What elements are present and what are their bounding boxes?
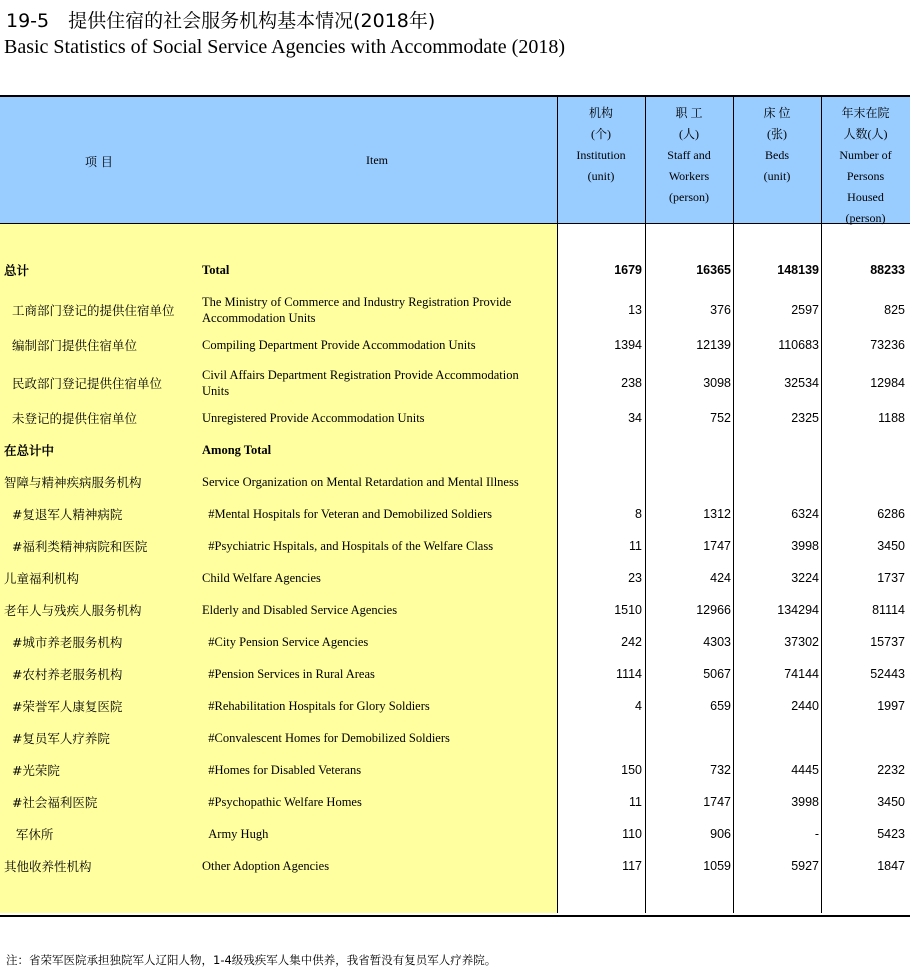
cell-beds: 74144 <box>784 667 819 681</box>
cell-beds: 3224 <box>791 571 819 585</box>
cell-institution: 8 <box>635 507 642 521</box>
row-label-cn: #复员军人疗养院 <box>4 731 110 746</box>
cell-persons: 3450 <box>877 795 905 809</box>
header-line: Beds <box>765 148 789 162</box>
row-label-en: Compiling Department Provide Accommodation Units <box>202 338 476 352</box>
header-line: Workers <box>668 169 710 183</box>
cell-staff: 424 <box>710 571 731 585</box>
cell-beds: 3998 <box>791 539 819 553</box>
table-body <box>0 224 910 915</box>
table-row <box>0 403 910 433</box>
row-label-cn: 其他收养性机构 <box>4 859 92 874</box>
cell-beds: 5927 <box>791 859 819 873</box>
header-line: Number of <box>839 148 892 162</box>
table-row <box>0 467 910 497</box>
cell-staff: 1747 <box>703 539 731 553</box>
row-label-cn: #福利类精神病院和医院 <box>4 539 148 554</box>
header-line: Staff and <box>667 148 711 162</box>
table-row <box>0 595 910 625</box>
table-row <box>0 691 910 721</box>
cell-staff: 1747 <box>703 795 731 809</box>
header-line: 机构 <box>588 106 613 120</box>
row-label-cn: 儿童福利机构 <box>4 571 80 586</box>
footnote: 注：省荣军医院承担独院军人辽阳人物，1-4级残疾军人集中供养，我省暂没有复员军人疗养院。 <box>6 953 497 967</box>
header-col-beds <box>733 97 822 223</box>
row-label-cn: #复退军人精神病院 <box>4 507 123 522</box>
table-row <box>0 531 910 561</box>
header-line: Housed <box>847 190 884 204</box>
row-label-cn: 民政部门登记提供住宿单位 <box>4 376 162 391</box>
cell-beds: 6324 <box>791 507 819 521</box>
header-line: (unit) <box>587 169 615 183</box>
row-label-en: Total <box>202 263 230 277</box>
cell-institution: 242 <box>621 635 642 649</box>
cell-beds: 3998 <box>791 795 819 809</box>
cell-persons: 1737 <box>877 571 905 585</box>
cell-persons: 2232 <box>877 763 905 777</box>
header-line: (个) <box>591 127 611 141</box>
cell-beds: 134294 <box>777 603 819 617</box>
table-row <box>0 787 910 817</box>
cell-persons: 825 <box>884 303 905 317</box>
header-line: (张) <box>767 127 787 141</box>
header-line: (person) <box>669 190 709 204</box>
table-row <box>0 627 910 657</box>
table-row <box>0 330 910 360</box>
cell-institution: 34 <box>628 411 642 425</box>
table-row <box>0 659 910 689</box>
row-label-en: Unregistered Provide Accommodation Units <box>202 411 425 425</box>
cell-institution: 117 <box>622 859 642 873</box>
cell-staff: 659 <box>710 699 731 713</box>
table-row <box>0 293 910 327</box>
row-label-cn: #社会福利医院 <box>4 795 98 810</box>
cell-institution: 1114 <box>616 667 642 681</box>
cell-persons: 73236 <box>870 338 905 352</box>
table-row <box>0 499 910 529</box>
header-line: 年末在院 <box>841 106 890 120</box>
page-title-cn: 19-5 提供住宿的社会服务机构基本情况(2018年) <box>6 10 436 32</box>
table-row <box>0 563 910 593</box>
cell-persons: 15737 <box>870 635 905 649</box>
cell-staff: 732 <box>710 763 731 777</box>
row-label-en: Child Welfare Agencies <box>202 571 321 585</box>
header-line: (person) <box>845 211 886 225</box>
cell-beds: 110683 <box>778 338 819 352</box>
table-row <box>0 851 910 881</box>
row-label-en: Civil Affairs Department Registration Provide Accommodation Units <box>202 368 522 398</box>
cell-persons: 5423 <box>877 827 905 841</box>
cell-beds: - <box>814 827 819 841</box>
row-label-en: Elderly and Disabled Service Agencies <box>202 603 398 617</box>
cell-institution: 11 <box>629 795 642 809</box>
row-label-en: #Rehabilitation Hospitals for Glory Soldiers <box>202 699 430 713</box>
header-col-institution <box>557 97 646 223</box>
cell-staff: 906 <box>710 827 731 841</box>
cell-beds: 148139 <box>777 263 819 277</box>
row-label-en: #Convalescent Homes for Demobilized Soldiers <box>202 731 450 745</box>
cell-institution: 23 <box>628 571 642 585</box>
row-label-cn: 编制部门提供住宿单位 <box>4 338 137 353</box>
header-item-cn: 项 目 <box>85 155 113 169</box>
cell-beds: 32534 <box>784 376 819 390</box>
header-line: 床 位 <box>763 106 791 120</box>
cell-persons: 88233 <box>870 263 905 277</box>
cell-staff: 376 <box>710 303 731 317</box>
cell-institution: 110 <box>622 827 642 841</box>
header-line: Persons <box>846 169 885 183</box>
cell-institution: 1510 <box>614 603 642 617</box>
cell-beds: 4445 <box>791 763 819 777</box>
cell-staff: 3098 <box>703 376 731 390</box>
cell-staff: 16365 <box>696 263 731 277</box>
header-line: 人数(人) <box>843 127 888 141</box>
row-label-en: The Ministry of Commerce and Industry Registration Provide Accommodation Units <box>202 295 514 325</box>
cell-persons: 1997 <box>877 699 905 713</box>
row-label-en: #Homes for Disabled Veterans <box>202 763 362 777</box>
row-label-en: #Mental Hospitals for Veteran and Demobilized Soldiers <box>202 507 492 521</box>
row-label-en: Service Organization on Mental Retardation and Mental Illness <box>202 475 519 489</box>
row-label-en: #Psychopathic Welfare Homes <box>202 795 362 809</box>
cell-staff: 1059 <box>703 859 731 873</box>
cell-staff: 12966 <box>696 603 731 617</box>
cell-persons: 6286 <box>877 507 905 521</box>
cell-institution: 150 <box>621 763 642 777</box>
row-label-cn: 智障与精神疾病服务机构 <box>4 475 142 490</box>
row-label-cn: 在总计中 <box>4 443 55 458</box>
row-label-cn: #光荣院 <box>4 763 60 778</box>
cell-staff: 752 <box>710 411 731 425</box>
cell-persons: 1188 <box>878 411 905 425</box>
table-row <box>0 723 910 753</box>
cell-beds: 37302 <box>784 635 819 649</box>
table-row <box>0 366 910 400</box>
row-label-en: #Psychiatric Hspitals, and Hospitals of the Welfare Class <box>202 539 494 553</box>
cell-staff: 4303 <box>703 635 731 649</box>
cell-beds: 2597 <box>791 303 819 317</box>
header-line: (unit) <box>763 169 791 183</box>
row-label-cn: #农村养老服务机构 <box>4 667 123 682</box>
cell-institution: 11 <box>629 539 642 553</box>
cell-persons: 81114 <box>872 603 905 617</box>
cell-institution: 1679 <box>614 263 642 277</box>
row-label-en: #City Pension Service Agencies <box>202 635 369 649</box>
row-label-cn: 老年人与残疾人服务机构 <box>4 603 142 618</box>
cell-beds: 2325 <box>791 411 819 425</box>
cell-persons: 3450 <box>877 539 905 553</box>
cell-staff: 1312 <box>703 507 731 521</box>
row-label-cn: #荣誉军人康复医院 <box>4 699 123 714</box>
header-line: 职 工 <box>675 106 703 120</box>
row-label-cn: 军休所 <box>4 827 54 842</box>
table-row <box>0 255 910 285</box>
row-label-en: #Pension Services in Rural Areas <box>202 667 375 681</box>
row-label-cn: #城市养老服务机构 <box>4 635 123 650</box>
cell-institution: 13 <box>628 303 642 317</box>
cell-beds: 2440 <box>791 699 819 713</box>
row-label-en: Other Adoption Agencies <box>202 859 330 873</box>
page-title-en: Basic Statistics of Social Service Agencies with Accommodate (2018) <box>4 36 565 58</box>
row-label-en: Army Hugh <box>202 827 269 841</box>
cell-staff: 12139 <box>696 338 731 352</box>
header-line: (人) <box>679 127 699 141</box>
table-header <box>0 97 910 224</box>
header-line: Institution <box>576 148 626 162</box>
row-label-cn: 未登记的提供住宿单位 <box>4 411 137 426</box>
row-label-en: Among Total <box>202 443 272 457</box>
header-col-persons <box>821 97 910 223</box>
statistics-table <box>0 95 910 917</box>
row-label-cn: 工商部门登记的提供住宿单位 <box>4 303 175 318</box>
table-row <box>0 819 910 849</box>
cell-persons: 12984 <box>870 376 905 390</box>
table-row <box>0 755 910 785</box>
cell-staff: 5067 <box>703 667 731 681</box>
cell-institution: 238 <box>621 376 642 390</box>
cell-persons: 1847 <box>877 859 905 873</box>
row-label-cn: 总计 <box>4 263 30 278</box>
cell-institution: 1394 <box>614 338 642 352</box>
cell-institution: 4 <box>635 699 642 713</box>
table-row <box>0 435 910 465</box>
cell-persons: 52443 <box>870 667 905 681</box>
header-item-en: Item <box>200 97 558 223</box>
header-col-staff <box>645 97 734 223</box>
